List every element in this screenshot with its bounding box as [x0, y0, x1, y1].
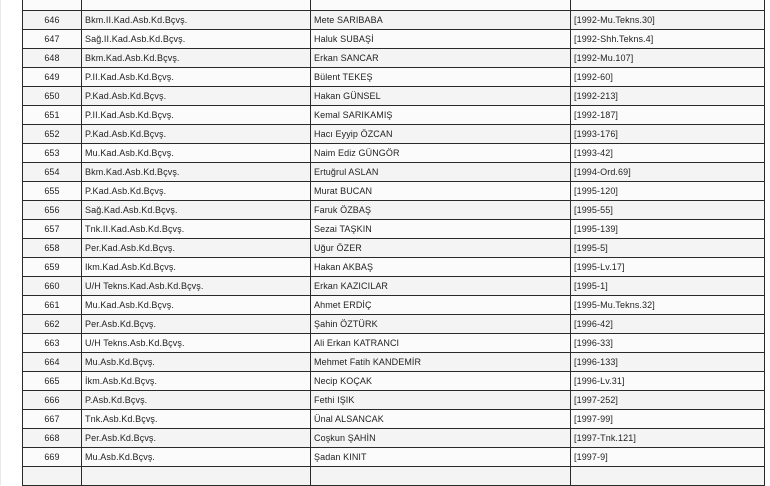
- row-number-cell: 662: [23, 315, 82, 334]
- table-row: [23, 277, 765, 296]
- year-reference-cell: [1996-133]: [571, 353, 765, 372]
- person-name-cell: Hakan GÜNSEL: [311, 87, 571, 106]
- table-row: [23, 87, 765, 106]
- year-reference-cell: [1996-Lv.31]: [571, 372, 765, 391]
- scanned-document-page: [22, 0, 762, 486]
- row-number-cell: 653: [23, 144, 82, 163]
- rank-cell: Mu.Asb.Kd.Bçvş.: [82, 448, 311, 467]
- year-reference-cell: [1995-Mu.Tekns.32]: [571, 296, 765, 315]
- row-number-cell: 658: [23, 239, 82, 258]
- table-row: [23, 467, 765, 486]
- person-name-cell: Bülent TEKEŞ: [311, 68, 571, 87]
- row-number-cell: 667: [23, 410, 82, 429]
- year-reference-cell: [1997-9]: [571, 448, 765, 467]
- table-row: [23, 68, 765, 87]
- rank-cell: U/H Tekns.Kad.Asb.Kd.Bçvş.: [82, 277, 311, 296]
- row-number-cell: [23, 0, 82, 11]
- year-reference-cell: [1992-60]: [571, 68, 765, 87]
- year-reference-cell: [1993-42]: [571, 144, 765, 163]
- row-number-cell: 650: [23, 87, 82, 106]
- person-name-cell: Erkan SANCAR: [311, 49, 571, 68]
- table-row: [23, 296, 765, 315]
- row-number-cell: 646: [23, 11, 82, 30]
- year-reference-cell: [1995-139]: [571, 220, 765, 239]
- rank-cell: Sağ.Kad.Asb.Kd.Bçvş.: [82, 201, 311, 220]
- rank-cell: Mu.Kad.Asb.Kd.Bçvş.: [82, 144, 311, 163]
- person-name-cell: Uğur ÖZER: [311, 239, 571, 258]
- person-name-cell: Şadan KINIT: [311, 448, 571, 467]
- rank-cell: Mu.Asb.Kd.Bçvş.: [82, 353, 311, 372]
- person-name-cell: Ali Erkan KATRANCI: [311, 334, 571, 353]
- person-name-cell: Hakan AKBAŞ: [311, 258, 571, 277]
- rank-cell: U/H Tekns.Asb.Kd.Bçvş.: [82, 334, 311, 353]
- year-reference-cell: [1995-55]: [571, 201, 765, 220]
- scan-left-edge: [0, 0, 1, 485]
- year-reference-cell: [1992-187]: [571, 106, 765, 125]
- row-number-cell: 668: [23, 429, 82, 448]
- row-number-cell: 660: [23, 277, 82, 296]
- table-row: [23, 30, 765, 49]
- row-number-cell: [23, 467, 82, 486]
- rank-cell: Bkm.Kad.Asb.Kd.Bçvş.: [82, 163, 311, 182]
- row-number-cell: 654: [23, 163, 82, 182]
- rank-cell: Per.Kad.Asb.Kd.Bçvş.: [82, 239, 311, 258]
- person-name-cell: Mehmet Fatih KANDEMİR: [311, 353, 571, 372]
- table-row: [23, 410, 765, 429]
- rank-cell: [82, 467, 311, 486]
- person-name-cell: Murat BUCAN: [311, 182, 571, 201]
- rank-cell: P.Kad.Asb.Kd.Bçvş.: [82, 125, 311, 144]
- table-row: [23, 448, 765, 467]
- rank-cell: Sağ.II.Kad.Asb.Kd.Bçvş.: [82, 30, 311, 49]
- rank-cell: P.II.Kad.Asb.Kd.Bçvş.: [82, 68, 311, 87]
- roster-table-body: [23, 0, 765, 486]
- rank-cell: Per.Asb.Kd.Bçvş.: [82, 429, 311, 448]
- year-reference-cell: [1992-Mu.Tekns.30]: [571, 11, 765, 30]
- year-reference-cell: [1992-Mu.107]: [571, 49, 765, 68]
- table-row: [23, 49, 765, 68]
- person-name-cell: Faruk ÖZBAŞ: [311, 201, 571, 220]
- table-row: [23, 163, 765, 182]
- year-reference-cell: [1996-42]: [571, 315, 765, 334]
- person-name-cell: Mete SARIBABA: [311, 11, 571, 30]
- table-row: [23, 258, 765, 277]
- row-number-cell: 664: [23, 353, 82, 372]
- year-reference-cell: [1996-33]: [571, 334, 765, 353]
- row-number-cell: 648: [23, 49, 82, 68]
- rank-cell: [82, 0, 311, 11]
- table-row: [23, 11, 765, 30]
- person-name-cell: Coşkun ŞAHİN: [311, 429, 571, 448]
- personnel-roster-table: [22, 0, 765, 486]
- row-number-cell: 659: [23, 258, 82, 277]
- table-row: [23, 239, 765, 258]
- person-name-cell: Necip KOÇAK: [311, 372, 571, 391]
- person-name-cell: Hacı Eyyip ÖZCAN: [311, 125, 571, 144]
- year-reference-cell: [1992-213]: [571, 87, 765, 106]
- row-number-cell: 652: [23, 125, 82, 144]
- year-reference-cell: [1992-Shh.Tekns.4]: [571, 30, 765, 49]
- table-row: [23, 220, 765, 239]
- table-row: [23, 144, 765, 163]
- person-name-cell: Fethi IŞIK: [311, 391, 571, 410]
- rank-cell: Bkm.II.Kad.Asb.Kd.Bçvş.: [82, 11, 311, 30]
- rank-cell: Bkm.Kad.Asb.Kd.Bçvş.: [82, 49, 311, 68]
- rank-cell: İkm.Asb.Kd.Bçvş.: [82, 372, 311, 391]
- rank-cell: Tnk.II.Kad.Asb.Kd.Bçvş.: [82, 220, 311, 239]
- table-row: [23, 429, 765, 448]
- table-row: [23, 391, 765, 410]
- year-reference-cell: [1997-252]: [571, 391, 765, 410]
- row-number-cell: 651: [23, 106, 82, 125]
- table-row: [23, 0, 765, 11]
- rank-cell: P.Kad.Asb.Kd.Bçvş.: [82, 87, 311, 106]
- year-reference-cell: [571, 0, 765, 11]
- person-name-cell: Ünal ALSANCAK: [311, 410, 571, 429]
- row-number-cell: 666: [23, 391, 82, 410]
- person-name-cell: Ertuğrul ASLAN: [311, 163, 571, 182]
- year-reference-cell: [1994-Ord.69]: [571, 163, 765, 182]
- table-row: [23, 106, 765, 125]
- person-name-cell: Haluk SUBAŞİ: [311, 30, 571, 49]
- person-name-cell: [311, 467, 571, 486]
- table-row: [23, 125, 765, 144]
- rank-cell: P.II.Kad.Asb.Kd.Bçvş.: [82, 106, 311, 125]
- rank-cell: Tnk.Asb.Kd.Bçvş.: [82, 410, 311, 429]
- year-reference-cell: [1995-Lv.17]: [571, 258, 765, 277]
- table-row: [23, 372, 765, 391]
- row-number-cell: 657: [23, 220, 82, 239]
- rank-cell: Mu.Kad.Asb.Kd.Bçvş.: [82, 296, 311, 315]
- rank-cell: Ikm.Kad.Asb.Kd.Bçvş.: [82, 258, 311, 277]
- year-reference-cell: [1995-1]: [571, 277, 765, 296]
- row-number-cell: 665: [23, 372, 82, 391]
- person-name-cell: Naim Ediz GÜNGÖR: [311, 144, 571, 163]
- year-reference-cell: [1995-120]: [571, 182, 765, 201]
- year-reference-cell: [1997-99]: [571, 410, 765, 429]
- person-name-cell: Ahmet ERDİÇ: [311, 296, 571, 315]
- row-number-cell: 663: [23, 334, 82, 353]
- table-row: [23, 182, 765, 201]
- row-number-cell: 649: [23, 68, 82, 87]
- year-reference-cell: [571, 467, 765, 486]
- person-name-cell: Şahin ÖZTÜRK: [311, 315, 571, 334]
- person-name-cell: Sezai TAŞKIN: [311, 220, 571, 239]
- table-row: [23, 201, 765, 220]
- person-name-cell: Erkan KAZICILAR: [311, 277, 571, 296]
- rank-cell: P.Kad.Asb.Kd.Bçvş.: [82, 182, 311, 201]
- year-reference-cell: [1995-5]: [571, 239, 765, 258]
- table-row: [23, 315, 765, 334]
- year-reference-cell: [1997-Tnk.121]: [571, 429, 765, 448]
- row-number-cell: 669: [23, 448, 82, 467]
- year-reference-cell: [1993-176]: [571, 125, 765, 144]
- row-number-cell: 656: [23, 201, 82, 220]
- person-name-cell: Kemal SARIKAMIŞ: [311, 106, 571, 125]
- rank-cell: Per.Asb.Kd.Bçvş.: [82, 315, 311, 334]
- row-number-cell: 661: [23, 296, 82, 315]
- row-number-cell: 647: [23, 30, 82, 49]
- table-row: [23, 353, 765, 372]
- person-name-cell: [311, 0, 571, 11]
- table-row: [23, 334, 765, 353]
- rank-cell: P.Asb.Kd.Bçvş.: [82, 391, 311, 410]
- row-number-cell: 655: [23, 182, 82, 201]
